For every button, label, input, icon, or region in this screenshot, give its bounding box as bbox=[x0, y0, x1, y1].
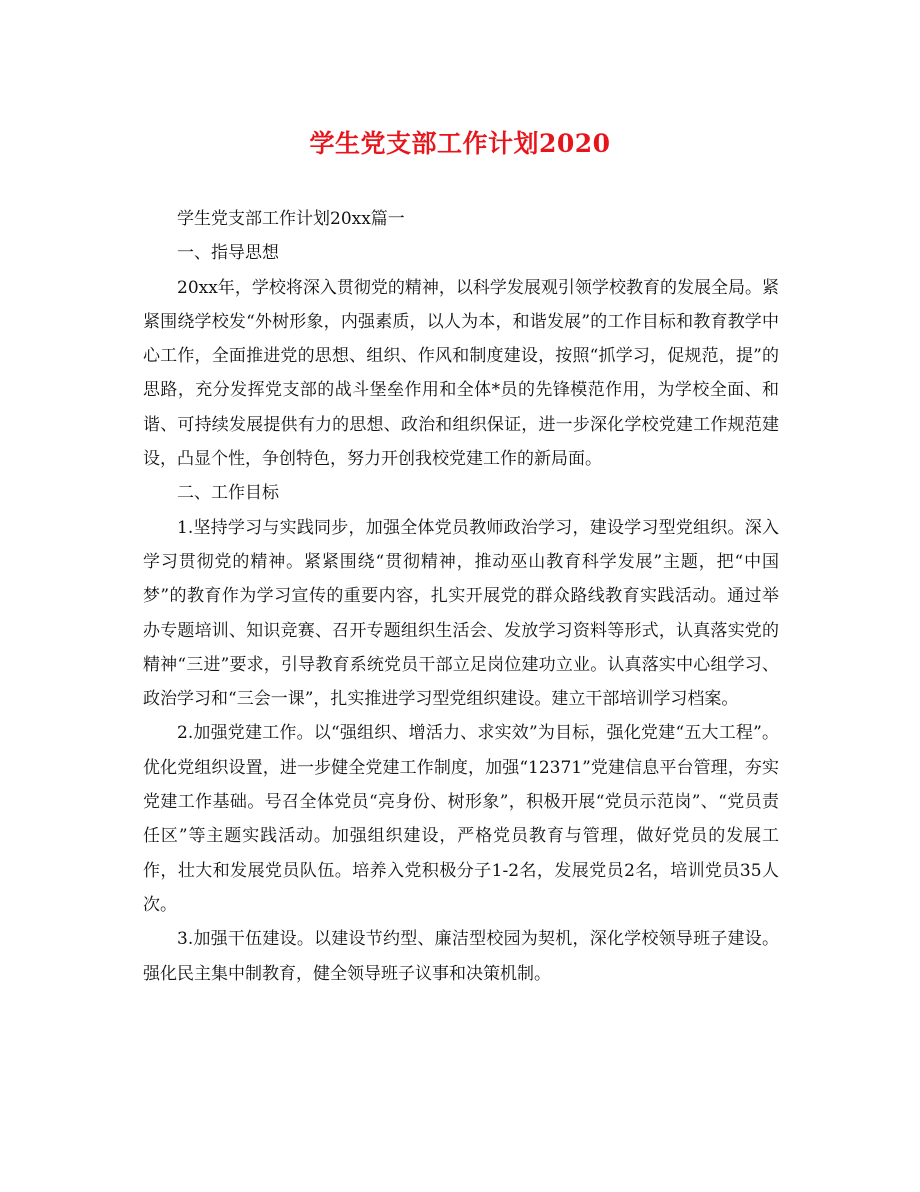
document-body bbox=[143, 202, 779, 991]
paragraph-goal-3: 3.加强干伍建设。以建设节约型、廉洁型校园为契机，深化学校领导班子建设。强化民主集中制教育，健全领导班子议事和决策机制。 bbox=[143, 929, 779, 984]
paragraph-goal-2: 2.加强党建工作。以“强组织、增活力、求实效”为目标，强化党建“五大工程”。优化党组织设置，进一步健全党建工作制度，加强“12371”党建信息平台管理，夯实党建工作基础。号召全体党员“亮身份、树形象”，积极开展“党员示范岗”、“党员责任区”等主题实践活动。加强组织建设，严格党员教育与管理，做好党员的发展工作，壮大和发展党员队伍。培养入党积极分子1-2名，发展党员2名，培训党员35人次。 bbox=[143, 723, 779, 915]
paragraph-guiding-ideology: 20xx年，学校将深入贯彻党的精神，以科学发展观引领学校教育的发展全局。紧紧围绕学校发“外树形象，内强素质，以人为本，和谐发展”的工作目标和教育教学中心工作，全面推进党的思想、组织、作风和制度建设，按照“抓学习，促规范，提”的思路，充分发挥党支部的战斗堡垒作用和全体*员的先锋模范作用，为学校全面、和谐、可持续发展提供有力的思想、政治和组织保证，进一步深化学校党建工作规范建设，凸显个性，争创特色，努力开创我校党建工作的新局面。 bbox=[143, 277, 779, 470]
paragraph-subtitle: 学生党支部工作计划20xx篇一 bbox=[177, 209, 405, 229]
section-heading-guiding-ideology: 一、指导思想 bbox=[177, 243, 279, 264]
paragraph-goal-1: 1.坚持学习与实践同步，加强全体党员教师政治学习，建设学习型党组织。深入学习贯彻党的精神。紧紧围绕“贯彻精神，推动巫山教育科学发展”主题，把“中国梦”的教育作为学习宣传的重要内容，扎实开展党的群众路线教育实践活动。通过举办专题培训、知识竞赛、召开专题组织生活会、发放学习资料等形式，认真落实党的精神“三进”要求，引导教育系统党员干部立足岗位建功立业。认真落实中心组学习、政治学习和“三会一课”，扎实推进学习型党组织建设。建立干部培训学习档案。 bbox=[143, 517, 779, 710]
document-title: 学生党支部工作计划2020 bbox=[309, 129, 611, 158]
section-heading-work-goals: 二、工作目标 bbox=[177, 483, 279, 504]
